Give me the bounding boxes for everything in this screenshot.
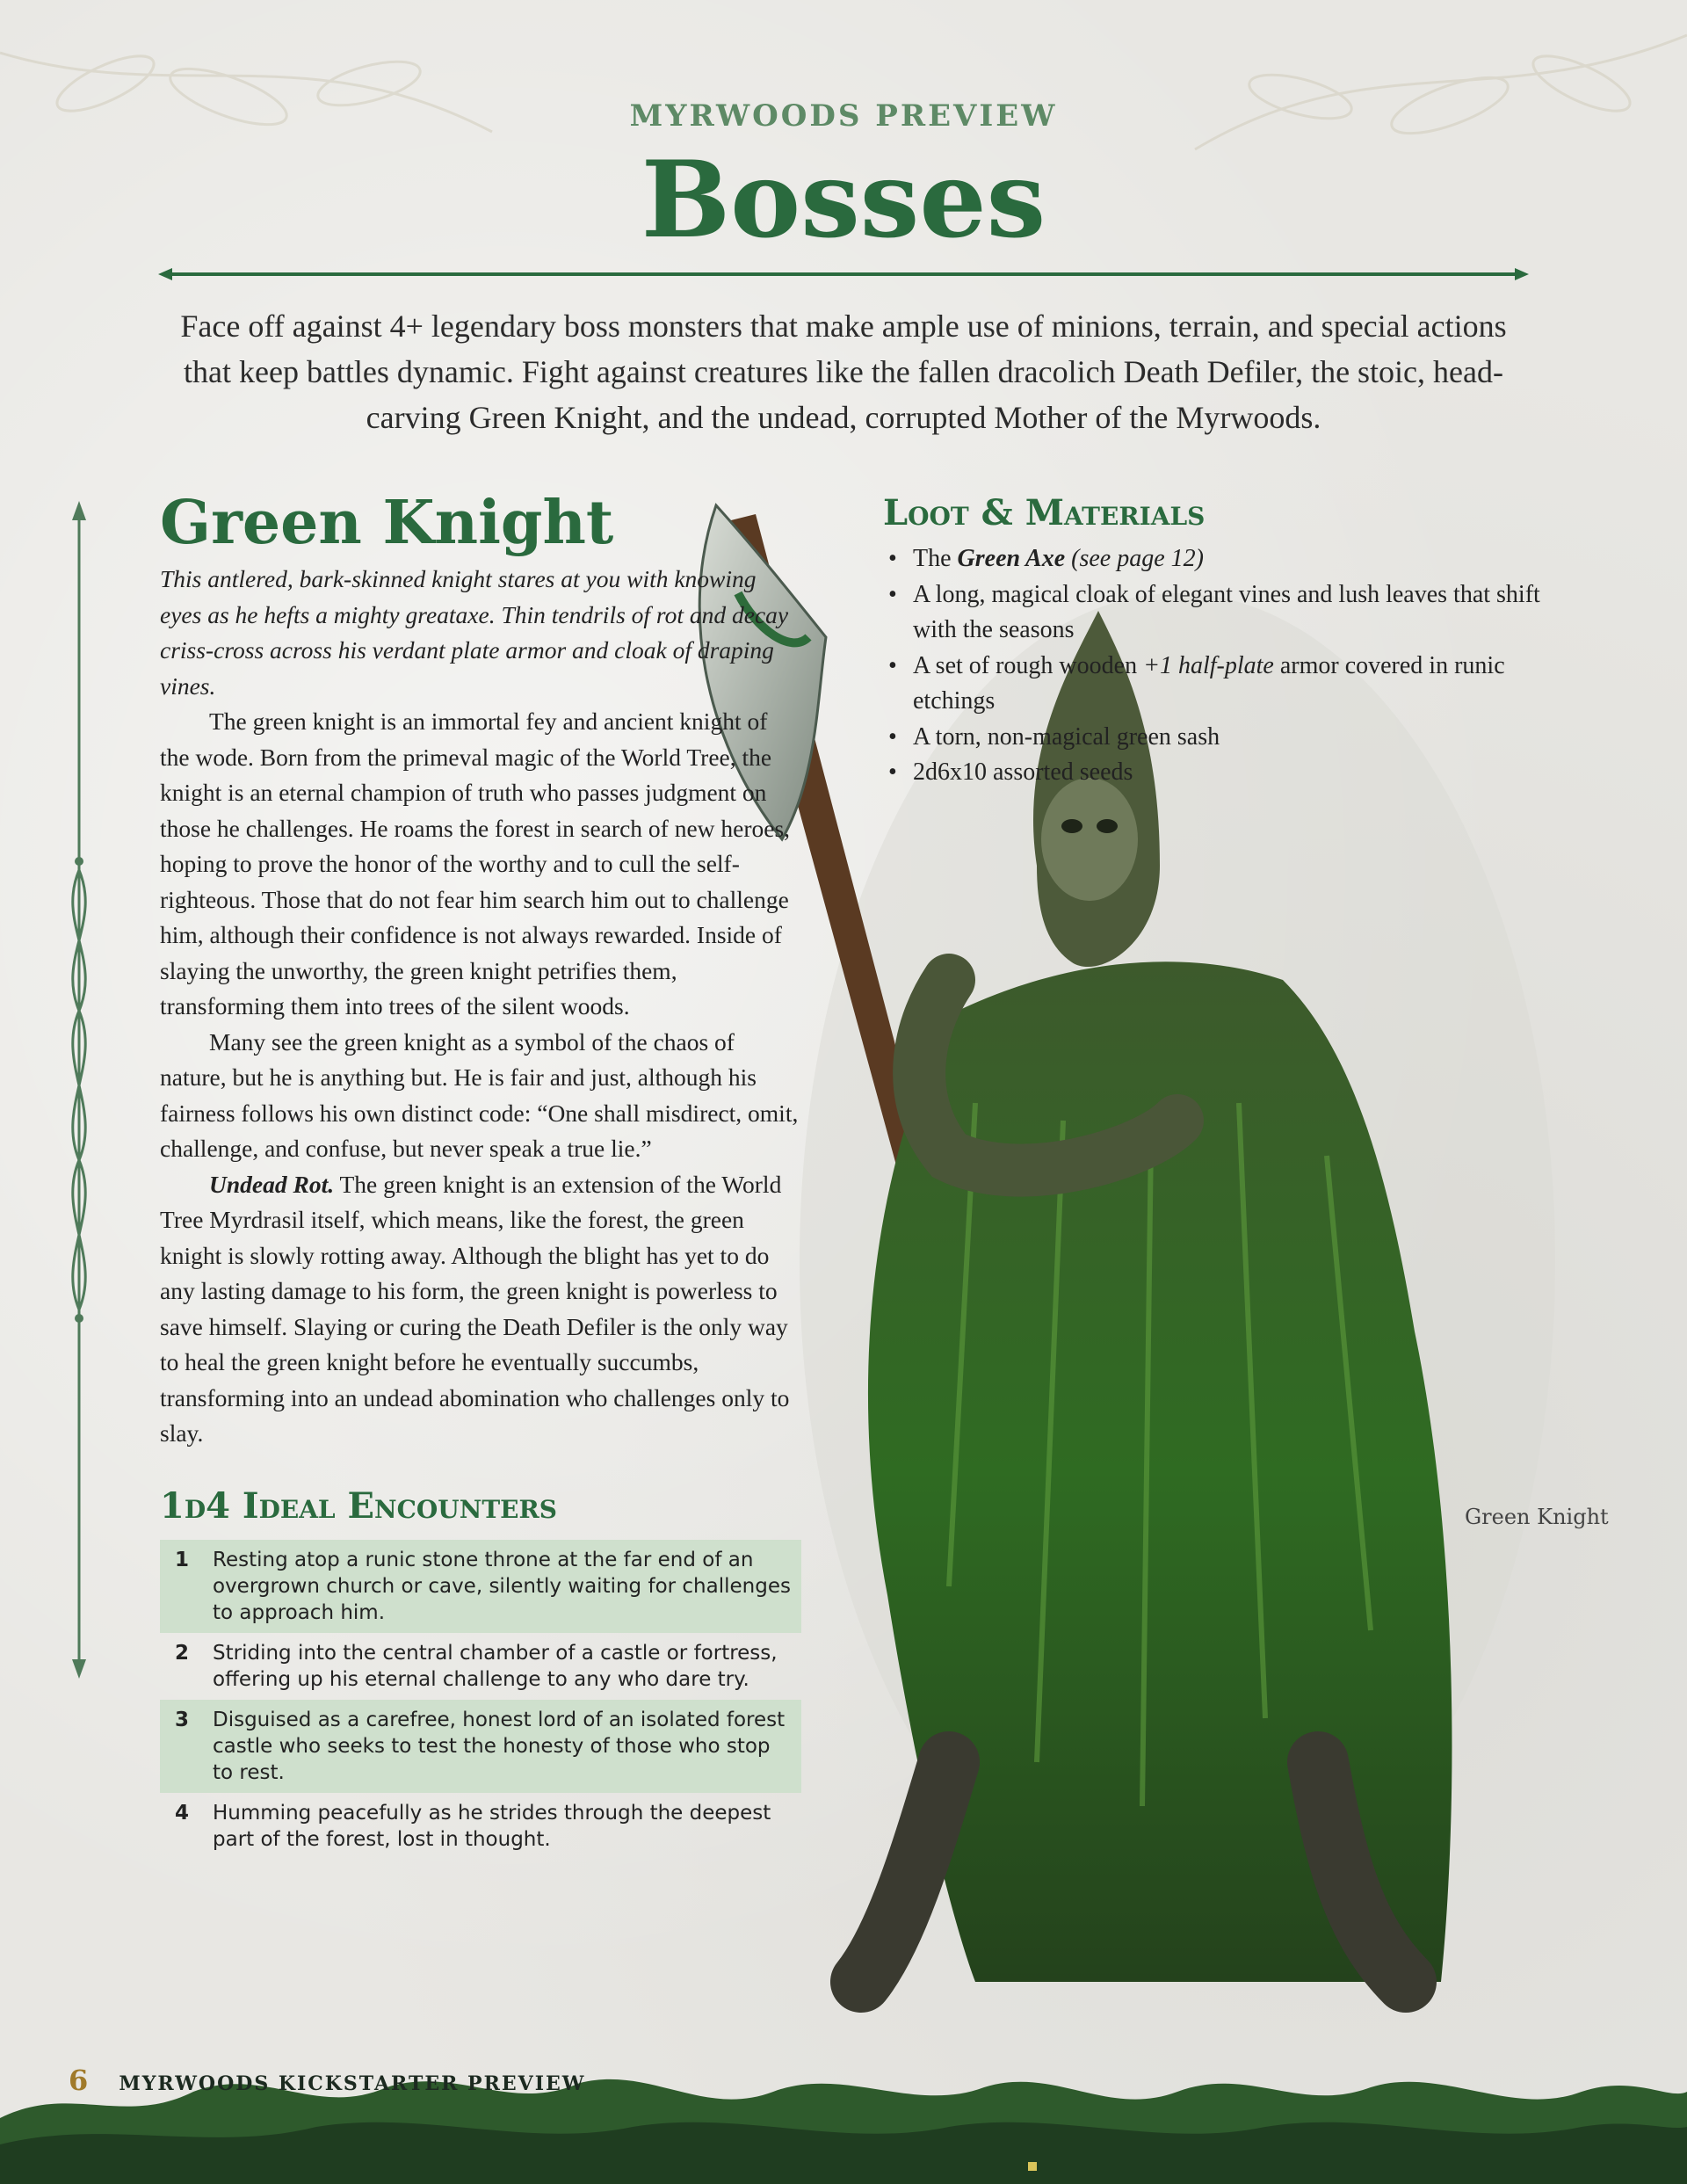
- page-number: 6: [69, 2064, 89, 2097]
- page-title: Bosses: [641, 138, 1046, 262]
- undead-rot-lead: Undead Rot.: [209, 1170, 335, 1198]
- right-column: [883, 492, 1551, 791]
- list-item: [883, 755, 1551, 791]
- footer-title: MYRWOODS KICKSTARTER PREVIEW: [119, 2072, 586, 2095]
- lore-paragraph-2: Many see the green knight as a symbol of the chaos of nature, but he is anything but. He is fair and just, although his fairness follows his own distinct code: “One shall misdirect, omit, challenge, and confuse, but never speak a true lie.”: [160, 1027, 799, 1162]
- encounter-number: 4: [174, 1801, 189, 1825]
- loot-item-text: 2d6x10 assorted seeds: [913, 758, 1133, 786]
- encounters-heading: 1d4 Ideal Encounters: [160, 1484, 557, 1527]
- lore-paragraph-1: The green knight is an immortal fey and ancient knight of the wode. Born from the primeval magic of the World Tree, the knight is an eternal champion of truth who passes judgment on those he challenges. He roams the forest in search of new heroes, hoping to prove the honor of the worthy and to cull the self-righteous. Those that do not fear him search him out to challenge him, although their confidence is not always rewarded. Inside of slaying the unworthy, the green knight petrifies them, transforming them into trees of the silent woods.: [160, 707, 791, 1019]
- table-row: [160, 1700, 801, 1793]
- list-item: [883, 720, 1551, 756]
- loot-list: [883, 541, 1551, 791]
- list-item: [883, 541, 1551, 577]
- lore-paragraph-3: [160, 1167, 801, 1452]
- table-row: [160, 1633, 801, 1700]
- encounter-text: Striding into the central chamber of a castle or fortress, offering up his eternal challenge to any who dare try.: [213, 1641, 778, 1691]
- encounter-text: Disguised as a carefree, honest lord of an isolated forest castle who seeks to test the honesty of those who stop to rest.: [204, 1700, 801, 1793]
- encounter-text: Resting atop a runic stone throne at the far end of an overgrown church or cave, silently waiting for challenges to approach him.: [204, 1540, 801, 1633]
- loot-item-text: A long, magical cloak of elegant vines and lush leaves that shift with the seasons: [913, 580, 1540, 643]
- loot-item-suffix: armor covered in runic etchings: [913, 651, 1505, 715]
- left-column: [160, 488, 801, 1860]
- table-row: [160, 1793, 801, 1860]
- loot-item-text: A torn, non-magical green sash: [913, 722, 1220, 751]
- intro-paragraph: Face off against 4+ legendary boss monsters that make ample use of minions, terrain, and special actions that keep battles dynamic. Fight against creatures like the fallen dracolich Death Defiler, the stoic, head-carving Green Knight, and the undead, corrupted Mother of the Myrwoods.: [180, 308, 1507, 435]
- flavor-text: This antlered, bark-skinned knight stares at you with knowing eyes as he hefts a mighty greataxe. Thin tendrils of rot and decay criss-cross across his verdant plate armor and cloak of draping vines.: [160, 565, 789, 700]
- encounter-number: 2: [174, 1641, 189, 1665]
- page-footer: [69, 2064, 585, 2097]
- encounter-number: 1: [160, 1540, 204, 1633]
- green-axe-link: Green Axe: [957, 545, 1066, 572]
- vine-ornament-left: [53, 501, 105, 1679]
- green-knight-heading: Green Knight: [160, 488, 614, 558]
- title-divider: [158, 264, 1529, 285]
- encounter-text: Humming peacefully as he strides through the deepest part of the forest, lost in thought.: [213, 1801, 771, 1851]
- loot-item-prefix: A set of rough wooden: [913, 651, 1144, 679]
- undead-rot-text: The green knight is an extension of the World Tree Myrdrasil itself, which means, like the forest, the green knight is slowly rotting away. Although the blight has yet to do any lasting damage to his form, the green knight is powerless to save himself. Slaying or curing the Death Defiler is the only way to heal the green knight before he eventually succumbs, transforming into an undead abomination who challenges only to slay.: [160, 1170, 790, 1447]
- loot-item-prefix: The: [913, 545, 958, 572]
- page-reference: (see page 12): [1065, 545, 1204, 572]
- armor-bonus: +1 half-plate: [1143, 651, 1274, 679]
- encounters-table: [160, 1540, 801, 1860]
- encounter-number: 3: [160, 1700, 204, 1793]
- section-kicker: MYRWOODS PREVIEW: [629, 98, 1058, 134]
- list-item: [883, 577, 1551, 649]
- list-item: [883, 649, 1551, 720]
- illustration-caption: Green Knight: [1465, 1505, 1609, 1529]
- loot-heading: Loot & Materials: [883, 492, 1206, 533]
- table-row: [160, 1540, 801, 1633]
